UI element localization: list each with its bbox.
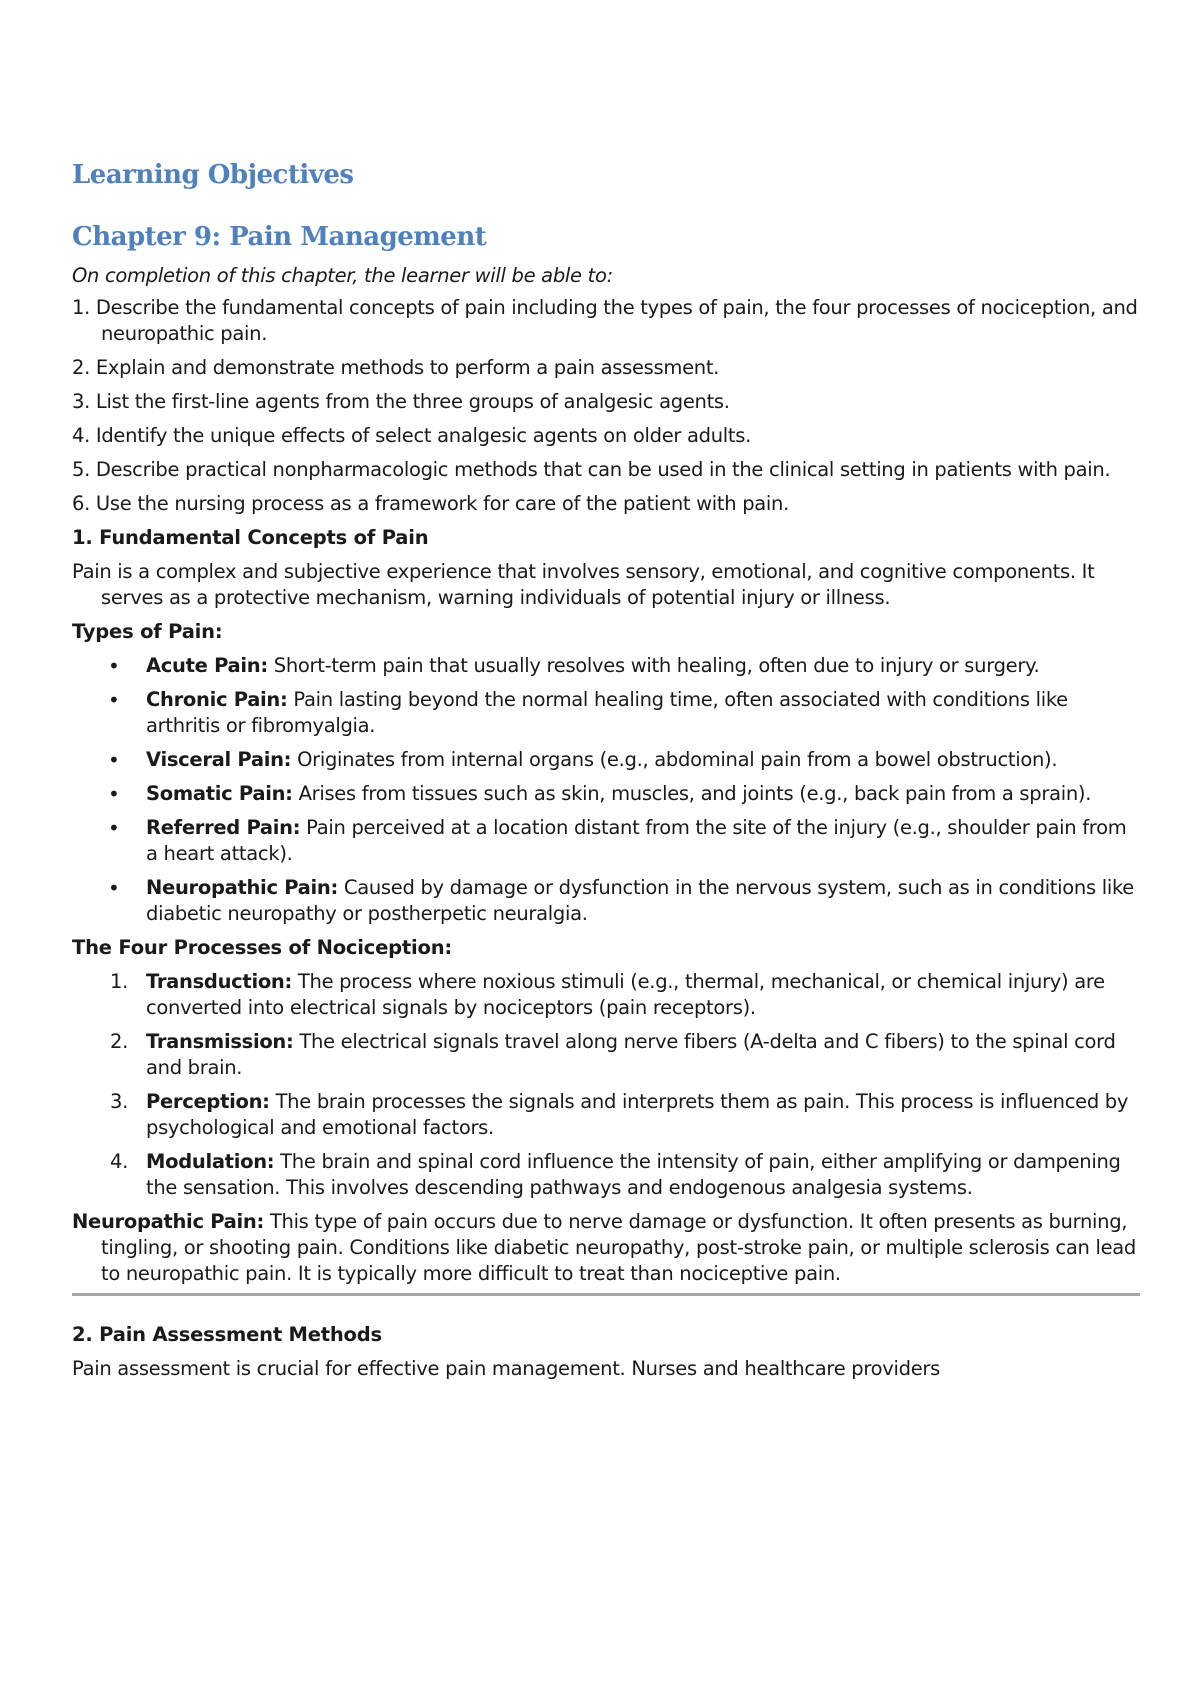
nociception-process-item [72, 1089, 1140, 1141]
nociception-process-item [72, 1149, 1140, 1201]
objectives-list [72, 295, 1140, 517]
process-term: Transduction: [146, 970, 293, 993]
neuropathic-term: Neuropathic Pain: [72, 1210, 264, 1233]
bullet-icon: • [108, 748, 120, 772]
process-description: The process where noxious stimuli (e.g., thermal, mechanical, or chemical injury) are converted into electrical signals by nociceptors (pain receptors). [146, 970, 1105, 1019]
objective-item: 5. Describe practical nonpharmacologic methods that can be used in the clinical setting in patients with pain. [72, 458, 1111, 481]
process-description: The brain processes the signals and interprets them as pain. This process is influenced by psychological and emotional factors. [146, 1090, 1129, 1139]
pain-type-item [72, 747, 1140, 773]
nociception-process-item [72, 1029, 1140, 1081]
section-heading-pain-assessment: 2. Pain Assessment Methods [72, 1323, 382, 1346]
objective-item: 6. Use the nursing process as a framework for care of the patient with pain. [72, 492, 790, 515]
neuropathic-description: This type of pain occurs due to nerve damage or dysfunction. It often presents as burning, tingling, or shooting pain. Conditions like diabetic neuropathy, post-stroke pain, or multiple sclerosis can lead to neuropathic pain. It is typically more difficult to treat than nociceptive pain. [101, 1210, 1137, 1285]
section-heading-fundamental-concepts: 1. Fundamental Concepts of Pain [72, 526, 429, 549]
pain-type-item [72, 781, 1140, 807]
nociception-process-item [72, 969, 1140, 1021]
pain-type-term: Neuropathic Pain: [146, 876, 338, 899]
bullet-icon: • [108, 782, 120, 806]
pain-type-term: Somatic Pain: [146, 782, 293, 805]
pain-type-term: Visceral Pain: [146, 748, 292, 771]
objective-item: 3. List the first-line agents from the three groups of analgesic agents. [72, 390, 730, 413]
process-description: The brain and spinal cord influence the intensity of pain, either amplifying or dampening the sensation. This involves descending pathways and endogenous analgesia systems. [146, 1150, 1121, 1199]
pain-type-description: Pain lasting beyond the normal healing time, often associated with conditions like arthritis or fibromyalgia. [146, 688, 1068, 737]
pain-assessment-paragraph: Pain assessment is crucial for effective pain management. Nurses and healthcare providers [72, 1357, 940, 1380]
pain-type-term: Chronic Pain: [146, 688, 288, 711]
pain-type-item [72, 875, 1140, 927]
pain-type-description: Caused by damage or dysfunction in the nervous system, such as in conditions like diabetic neuropathy or postherpetic neuralgia. [146, 876, 1134, 925]
pain-type-term: Referred Pain: [146, 816, 301, 839]
nociception-heading: The Four Processes of Nociception: [72, 936, 452, 959]
objective-item: 1. Describe the fundamental concepts of pain including the types of pain, the four processes of nociception, and neuropathic pain. [72, 296, 1138, 345]
process-description: The electrical signals travel along nerve fibers (A-delta and C fibers) to the spinal cord and brain. [146, 1030, 1116, 1079]
chapter-title: Chapter 9: Pain Management [72, 222, 487, 252]
process-term: Perception: [146, 1090, 270, 1113]
bullet-icon: • [108, 654, 120, 678]
pain-definition-paragraph: Pain is a complex and subjective experience that involves sensory, emotional, and cognitive components. It serves as a protective mechanism, warning individuals of potential injury or illness. [72, 560, 1095, 609]
process-term: Modulation: [146, 1150, 275, 1173]
pain-type-description: Originates from internal organs (e.g., abdominal pain from a bowel obstruction). [291, 748, 1058, 771]
list-number: 2. [110, 1030, 129, 1053]
section-divider [72, 1293, 1140, 1296]
pain-type-item [72, 687, 1140, 739]
process-term: Transmission: [146, 1030, 294, 1053]
bullet-icon: • [108, 816, 120, 840]
types-of-pain-list [72, 653, 1140, 927]
neuropathic-pain-paragraph [72, 1209, 1140, 1287]
objective-item: 4. Identify the unique effects of select analgesic agents on older adults. [72, 424, 752, 447]
bullet-icon: • [108, 688, 120, 712]
document-page [72, 155, 1140, 1382]
pain-type-term: Acute Pain: [146, 654, 268, 677]
pain-type-item [72, 653, 1140, 679]
pain-type-description: Pain perceived at a location distant from the site of the injury (e.g., shoulder pain from a heart attack). [146, 816, 1127, 865]
pain-type-description: Short-term pain that usually resolves with healing, often due to injury or surgery. [267, 654, 1040, 677]
objective-item: 2. Explain and demonstrate methods to perform a pain assessment. [72, 356, 720, 379]
document-title: Learning Objectives [72, 160, 354, 190]
list-number: 1. [110, 970, 129, 993]
nociception-processes-list [72, 969, 1140, 1201]
pain-type-description: Arises from tissues such as skin, muscles, and joints (e.g., back pain from a sprain). [292, 782, 1092, 805]
types-of-pain-heading: Types of Pain: [72, 620, 223, 643]
pain-type-item [72, 815, 1140, 867]
list-number: 4. [110, 1150, 129, 1173]
bullet-icon: • [108, 876, 120, 900]
list-number: 3. [110, 1090, 129, 1113]
objectives-intro: On completion of this chapter, the learner will be able to: [72, 264, 613, 287]
